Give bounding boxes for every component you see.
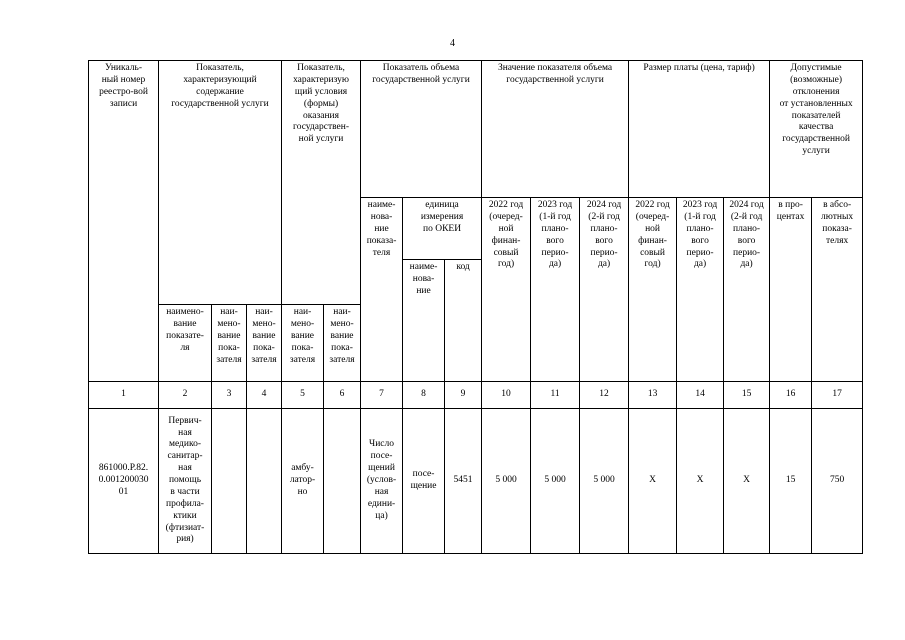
- column-number: 16: [770, 382, 812, 409]
- cell-unit-code: 5451: [445, 409, 482, 554]
- cell-content-4: [247, 409, 282, 554]
- column-number: 15: [724, 382, 770, 409]
- header-deviations: Допустимые (возможные) отклонения от установленных показателей качества государственной услуги: [770, 61, 863, 198]
- header-name-indicator: наиме- нова- ние показа- теля: [361, 198, 403, 382]
- header-unit-code: код: [445, 260, 482, 382]
- service-volume-table: [88, 60, 863, 554]
- header-content-indicator: Показатель, характеризующий содержание государственной услуги: [159, 61, 282, 305]
- column-number: 6: [324, 382, 361, 409]
- data-row: [89, 409, 863, 554]
- cell-unit-name: посе- щение: [403, 409, 445, 554]
- column-number: 12: [580, 382, 629, 409]
- header-row-1: [89, 61, 863, 198]
- header-sub-name-col6: наи- мено- вание пока- зателя: [324, 305, 361, 382]
- cell-value-2023: 5 000: [531, 409, 580, 554]
- cell-condition: амбу- латор- но: [282, 409, 324, 554]
- page-number: 4: [450, 38, 455, 49]
- column-number: 2: [159, 382, 212, 409]
- header-unit-name: наиме- нова- ние: [403, 260, 445, 382]
- column-number: 17: [812, 382, 863, 409]
- cell-fee-2022: Х: [629, 409, 677, 554]
- header-sub-name-col3: наи- мено- вание пока- зателя: [212, 305, 247, 382]
- header-in-absolute: в абсо- лютных показа- телях: [812, 198, 863, 382]
- cell-registry-number: 861000.Р.82. 0.001200030 01: [89, 409, 159, 554]
- column-number: 9: [445, 382, 482, 409]
- header-2023-volume: 2023 год (1-й год плано- вого перио- да): [531, 198, 580, 382]
- header-2022-volume: 2022 год (очеред- ной финан- совый год): [482, 198, 531, 382]
- header-2024-fee: 2024 год (2-й год плано- вого перио- да): [724, 198, 770, 382]
- header-sub-name-col5: наи- мено- вание пока- зателя: [282, 305, 324, 382]
- header-sub-name-col4: наи- мено- вание пока- зателя: [247, 305, 282, 382]
- column-number: 7: [361, 382, 403, 409]
- header-2023-fee: 2023 год (1-й год плано- вого перио- да): [677, 198, 724, 382]
- cell-condition-6: [324, 409, 361, 554]
- column-number: 8: [403, 382, 445, 409]
- column-number-row: [89, 382, 863, 409]
- header-unique-number: Уникаль- ный номер реестро-вой записи: [89, 61, 159, 382]
- header-fee: Размер платы (цена, тариф): [629, 61, 770, 198]
- cell-content-3: [212, 409, 247, 554]
- cell-fee-2023: Х: [677, 409, 724, 554]
- column-number: 11: [531, 382, 580, 409]
- cell-fee-2024: Х: [724, 409, 770, 554]
- header-2022-fee: 2022 год (очеред- ной финан- совый год): [629, 198, 677, 382]
- cell-deviation-percent: 15: [770, 409, 812, 554]
- cell-deviation-absolute: 750: [812, 409, 863, 554]
- column-number: 13: [629, 382, 677, 409]
- cell-value-2024: 5 000: [580, 409, 629, 554]
- cell-indicator-name: Число посе- щений (услов- ная едини- ца): [361, 409, 403, 554]
- header-volume-indicator: Показатель объема государственной услуги: [361, 61, 482, 198]
- header-unit-okei: единица измерения по ОКЕИ: [403, 198, 482, 260]
- cell-value-2022: 5 000: [482, 409, 531, 554]
- cell-service-content: Первич- ная медико- санитар- ная помощь в части профила- ктики (фтизиат- рия): [159, 409, 212, 554]
- column-number: 1: [89, 382, 159, 409]
- header-in-percent: в про- центах: [770, 198, 812, 382]
- column-number: 4: [247, 382, 282, 409]
- column-number: 14: [677, 382, 724, 409]
- header-volume-value: Значение показателя объема государственной услуги: [482, 61, 629, 198]
- header-2024-volume: 2024 год (2-й год плано- вого перио- да): [580, 198, 629, 382]
- header-sub-name-col2: наимено- вание показате- ля: [159, 305, 212, 382]
- header-conditions-indicator: Показатель, характеризую щий условия (формы) оказания государствен- ной услуги: [282, 61, 361, 305]
- column-number: 10: [482, 382, 531, 409]
- column-number: 5: [282, 382, 324, 409]
- column-number: 3: [212, 382, 247, 409]
